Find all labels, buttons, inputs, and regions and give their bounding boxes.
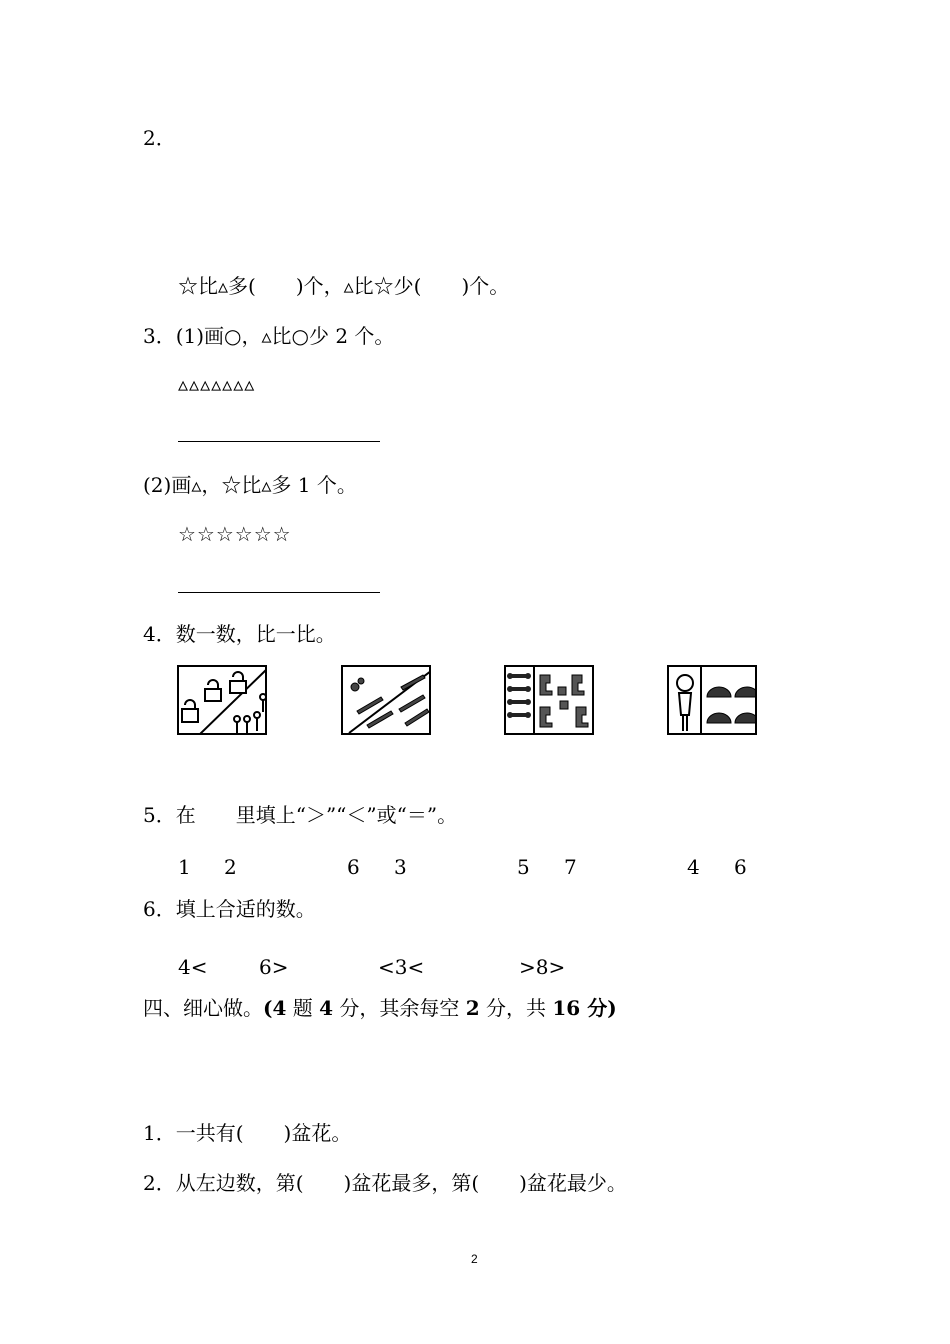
fill-item-2: 6>	[259, 955, 289, 979]
fill-item-4: >8>	[519, 955, 566, 979]
question-5-header: 5．在 里填上“＞”“＜”或“＝”。	[143, 803, 458, 827]
question-6-header: 6．填上合适的数。	[143, 897, 316, 921]
compare-3-left: 5	[517, 855, 530, 879]
compare-1-right: 2	[224, 855, 237, 879]
question-3-part1-header: 3．(1)画○，▵比○少 2 个。	[143, 324, 395, 348]
picture-locks-and-keys	[177, 665, 267, 735]
section-4-header: 四、细心做。(4 题 4 分，其余每空 2 分，共 16 分)	[143, 996, 617, 1020]
compare-2-right: 3	[394, 855, 407, 879]
question-4-header: 4．数一数，比一比。	[143, 622, 336, 646]
page-number: 2	[471, 1252, 478, 1266]
picture-pencils	[341, 665, 431, 735]
fill-item-1: 4<	[178, 955, 208, 979]
fill-item-3: <3<	[378, 955, 425, 979]
question-2-sentence: ☆比▵多( )个，▵比☆少( )个。	[178, 274, 510, 298]
picture-child-and-hats	[667, 665, 757, 735]
picture-dumbbells-and-dogs	[504, 665, 594, 735]
answer-line-2	[178, 592, 380, 593]
compare-1-left: 1	[178, 855, 191, 879]
compare-3-right: 7	[564, 855, 577, 879]
triangle-row: ▵▵▵▵▵▵▵	[178, 372, 256, 396]
section-4-question-2: 2．从左边数，第( )盆花最多，第( )盆花最少。	[143, 1171, 627, 1195]
star-row: ☆☆☆☆☆☆	[178, 522, 292, 546]
question-3-part2-header: (2)画▵，☆比▵多 1 个。	[143, 473, 357, 497]
answer-line-1	[178, 441, 380, 442]
compare-4-left: 4	[687, 855, 700, 879]
section-4-question-1: 1．一共有( )盆花。	[143, 1121, 352, 1145]
compare-4-right: 6	[734, 855, 747, 879]
question-2-number: 2．	[143, 126, 176, 150]
compare-2-left: 6	[347, 855, 360, 879]
